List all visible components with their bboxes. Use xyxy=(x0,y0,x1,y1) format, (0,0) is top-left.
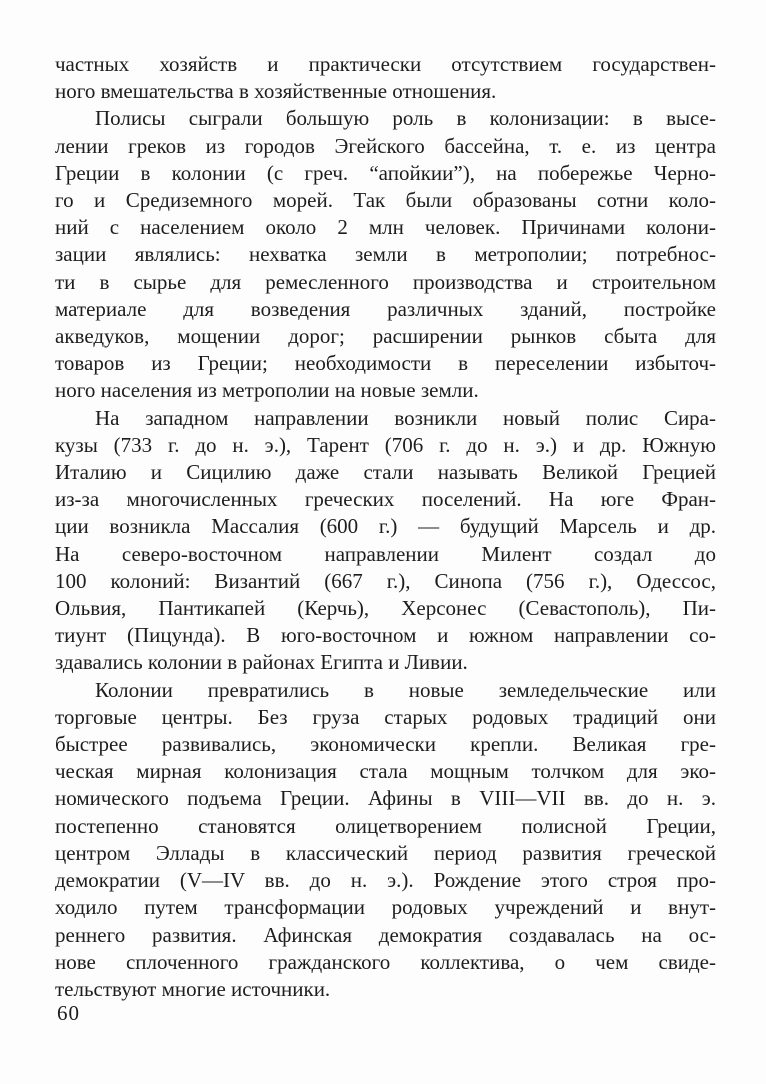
text-line: лении греков из городов Эгейского бассейна, т. е. из центра xyxy=(55,133,716,158)
text-line: тельствуют многие источники. xyxy=(55,976,331,1001)
text-line: частных хозяйств и практически отсутствием государствен- xyxy=(55,52,716,76)
text-line: На северо-восточном направлении Милент создал до xyxy=(55,541,716,566)
paragraph xyxy=(55,677,716,1003)
text-line: ного населения из метрополии на новые земли. xyxy=(55,378,479,403)
text-line: кузы (733 г. до н. э.), Тарент (706 г. до н. э.) и др. Южную xyxy=(55,432,716,457)
paragraph xyxy=(55,105,716,404)
text-line: постепенно становятся олицетворением полисной Греции, xyxy=(55,813,716,838)
text-line: Италию и Сицилию даже стали называть Великой Грецией xyxy=(55,460,716,485)
text-line: Греции в колонии (с греч. “апойкии”), на побережье Черно- xyxy=(55,160,716,185)
page-text xyxy=(55,51,716,1003)
text-line: 100 колоний: Византий (667 г.), Синопа (756 г.), Одессос, xyxy=(55,568,716,593)
text-line: ции возникла Массалия (600 г.) — будущий Марсель и др. xyxy=(55,514,716,539)
text-line: Полисы сыграли большую роль в колонизации: в высе- xyxy=(95,106,716,131)
text-line: ти в сырье для ремесленного производства и строительном xyxy=(55,269,716,294)
text-line: тиунт (Пицунда). В юго-восточном и южном направлении со- xyxy=(55,623,716,648)
text-line: ческая мирная колонизация стала мощным толчком для эко- xyxy=(55,759,716,784)
text-line: материале для возведения различных зданий, постройке xyxy=(55,296,716,321)
text-line: ний с населением около 2 млн человек. Причинами колони- xyxy=(55,215,716,240)
text-line: демократии (V—IV вв. до н. э.). Рождение этого строя про- xyxy=(55,868,716,893)
text-line: центром Эллады в классический период развития греческой xyxy=(55,840,716,865)
text-line: торговые центры. Без груза старых родовых традиций они xyxy=(55,704,716,729)
paragraph xyxy=(55,51,716,105)
page-number: 60 xyxy=(57,1001,80,1025)
text-line: нове сплоченного гражданского коллектива, о чем свиде- xyxy=(55,949,716,974)
text-line: Ольвия, Пантикапей (Керчь), Херсонес (Севастополь), Пи- xyxy=(55,596,716,621)
text-line: акведуков, мощении дорог; расширении рынков сбыта для xyxy=(55,324,716,349)
text-line: реннего развития. Афинская демократия создавалась на ос- xyxy=(55,922,716,947)
text-line: ходило путем трансформации родовых учреждений и внут- xyxy=(55,895,716,920)
text-line: быстрее развивались, экономически крепли. Великая гре- xyxy=(55,732,716,757)
text-line: здавались колонии в районах Египта и Ливии. xyxy=(55,650,468,675)
text-line: го и Средиземного морей. Так были образованы сотни коло- xyxy=(55,188,716,213)
text-line: товаров из Греции; необходимости в переселении избыточ- xyxy=(55,351,716,376)
text-line: На западном направлении возникли новый полис Сира- xyxy=(95,405,716,430)
text-line: из-за многочисленных греческих поселений. На юге Фран- xyxy=(55,487,716,512)
text-line: зации являлись: нехватка земли в метрополии; потребнос- xyxy=(55,242,716,267)
paragraph xyxy=(55,405,716,677)
text-line: номического подъема Греции. Афины в VIII—VII вв. до н. э. xyxy=(55,786,716,811)
text-line: ного вмешательства в хозяйственные отношения. xyxy=(55,79,497,104)
text-line: Колонии превратились в новые земледельческие или xyxy=(95,677,716,702)
